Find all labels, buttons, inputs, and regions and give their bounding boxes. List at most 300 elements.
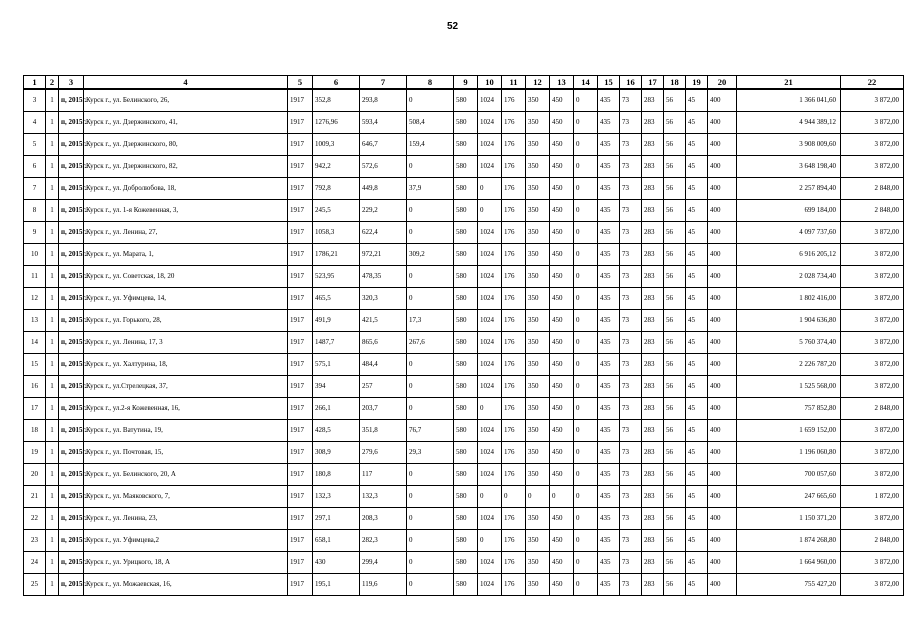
table-cell: 8 (24, 200, 46, 222)
table-cell: 350 (526, 200, 550, 222)
table-cell: 17 (24, 398, 46, 420)
table-cell: 176 (502, 200, 526, 222)
table-cell: 0 (574, 486, 598, 508)
table-cell: 283 (642, 112, 664, 134)
table-cell: 450 (550, 134, 574, 156)
table-cell: 1024 (478, 574, 502, 596)
table-cell: Курск г., ул.2-я Кожевенная, 16, (84, 398, 288, 420)
table-cell: 3 872,00 (841, 508, 904, 530)
table-cell: 56 (664, 134, 686, 156)
table-cell: 1487,7 (313, 332, 360, 354)
table-cell: п, 2015г. (59, 200, 84, 222)
table-cell: 73 (620, 574, 642, 596)
table-row (24, 89, 904, 112)
table-cell: п, 2015г. (59, 574, 84, 596)
table-cell: 1917 (288, 222, 313, 244)
table-cell: 400 (708, 310, 737, 332)
column-header: 4 (84, 76, 288, 90)
table-cell: п, 2015г. (59, 486, 84, 508)
table-cell: 45 (686, 134, 708, 156)
table-cell: 4 (24, 112, 46, 134)
table-cell: 1 664 960,00 (737, 552, 841, 574)
table-cell: 350 (526, 530, 550, 552)
table-cell: 176 (502, 288, 526, 310)
table-cell: 283 (642, 134, 664, 156)
table-cell: 508,4 (407, 112, 454, 134)
table-row (24, 442, 904, 464)
table-cell: 2 848,00 (841, 200, 904, 222)
table-cell: 176 (502, 442, 526, 464)
table-cell: п, 2015г. (59, 508, 84, 530)
table-cell: 3 872,00 (841, 288, 904, 310)
table-cell: п, 2015г. (59, 354, 84, 376)
table-cell: 1917 (288, 486, 313, 508)
table-cell: 593,4 (360, 112, 407, 134)
table-cell: 622,4 (360, 222, 407, 244)
table-cell: 0 (478, 486, 502, 508)
table-row (24, 156, 904, 178)
table-cell: 450 (550, 420, 574, 442)
table-cell: 0 (407, 222, 454, 244)
table-cell: 16 (24, 376, 46, 398)
table-cell: 1 (46, 398, 59, 420)
table-cell: п, 2015г. (59, 332, 84, 354)
table-cell: 352,8 (313, 89, 360, 112)
table-cell: 580 (454, 112, 478, 134)
table-cell: 1 (46, 288, 59, 310)
table-cell: 0 (407, 156, 454, 178)
table-cell: 283 (642, 508, 664, 530)
table-cell: 2 848,00 (841, 530, 904, 552)
table-cell: 10 (24, 244, 46, 266)
table-cell: 56 (664, 552, 686, 574)
table-cell: 580 (454, 508, 478, 530)
table-cell: 450 (550, 530, 574, 552)
table-cell: 450 (550, 310, 574, 332)
table-cell: 176 (502, 552, 526, 574)
table-cell: 117 (360, 464, 407, 486)
table-cell: 5 (24, 134, 46, 156)
table-cell: 0 (574, 574, 598, 596)
table-row (24, 420, 904, 442)
table-cell: Курск г., ул. Советская, 18, 20 (84, 266, 288, 288)
table-cell: п, 2015г. (59, 376, 84, 398)
table-cell: 0 (478, 178, 502, 200)
table-cell: 56 (664, 464, 686, 486)
table-cell: 13 (24, 310, 46, 332)
table-cell: 0 (574, 288, 598, 310)
column-header: 1 (24, 76, 46, 90)
table-cell: 0 (478, 530, 502, 552)
table-cell: 435 (598, 508, 620, 530)
table-cell: 283 (642, 552, 664, 574)
table-cell: 972,21 (360, 244, 407, 266)
table-cell: 56 (664, 310, 686, 332)
table-cell: 1917 (288, 574, 313, 596)
column-header: 5 (288, 76, 313, 90)
table-cell: 176 (502, 508, 526, 530)
table-cell: 435 (598, 89, 620, 112)
table-cell: 0 (574, 464, 598, 486)
table-cell: 350 (526, 178, 550, 200)
table-cell: 400 (708, 420, 737, 442)
table-cell: п, 2015г. (59, 530, 84, 552)
table-cell: 73 (620, 156, 642, 178)
table-cell: 400 (708, 134, 737, 156)
table-cell: 435 (598, 310, 620, 332)
table-cell: 283 (642, 244, 664, 266)
table-cell: 266,1 (313, 398, 360, 420)
table-cell: 19 (24, 442, 46, 464)
table-row (24, 398, 904, 420)
table-cell: 73 (620, 112, 642, 134)
table-cell: 73 (620, 530, 642, 552)
table-body (24, 89, 904, 596)
table-cell: 45 (686, 442, 708, 464)
table-cell: 792,8 (313, 178, 360, 200)
table-cell: 176 (502, 420, 526, 442)
table-cell: 45 (686, 376, 708, 398)
table-cell: 1917 (288, 464, 313, 486)
table-cell: 0 (574, 222, 598, 244)
table-cell: п, 2015г. (59, 420, 84, 442)
table-cell: п, 2015г. (59, 310, 84, 332)
table-cell: 45 (686, 178, 708, 200)
page-number: 52 (446, 21, 459, 32)
table-cell: 450 (550, 332, 574, 354)
table-cell: 1786,21 (313, 244, 360, 266)
table-cell: 45 (686, 464, 708, 486)
table-cell: 0 (407, 266, 454, 288)
table-cell: 400 (708, 442, 737, 464)
table-cell: 942,2 (313, 156, 360, 178)
table-cell: 0 (407, 288, 454, 310)
table-cell: 1 196 060,80 (737, 442, 841, 464)
table-cell: 450 (550, 464, 574, 486)
table-cell: 73 (620, 266, 642, 288)
table-cell: 0 (574, 89, 598, 112)
table-cell: 450 (550, 89, 574, 112)
table-cell: 73 (620, 486, 642, 508)
table-cell: 1917 (288, 89, 313, 112)
table-cell: 580 (454, 178, 478, 200)
table-cell: 73 (620, 134, 642, 156)
table-cell: 11 (24, 266, 46, 288)
table-cell: 400 (708, 200, 737, 222)
table-cell: п, 2015г. (59, 552, 84, 574)
table-cell: 1 (46, 354, 59, 376)
table-cell: 56 (664, 420, 686, 442)
table-cell: 283 (642, 332, 664, 354)
column-header: 12 (526, 76, 550, 90)
table-cell: 1024 (478, 310, 502, 332)
table-cell: 0 (407, 376, 454, 398)
table-cell: 320,3 (360, 288, 407, 310)
table-cell: 3 872,00 (841, 442, 904, 464)
table-cell: 580 (454, 288, 478, 310)
table-cell: 450 (550, 552, 574, 574)
table-cell: 4 097 737,60 (737, 222, 841, 244)
table-cell: 2 028 734,40 (737, 266, 841, 288)
table-row (24, 244, 904, 266)
table-cell: 400 (708, 288, 737, 310)
table-cell: 435 (598, 552, 620, 574)
table-cell: Курск г., ул. Марата, 1, (84, 244, 288, 266)
table-cell: 435 (598, 530, 620, 552)
table-cell: 176 (502, 222, 526, 244)
column-header: 11 (502, 76, 526, 90)
table-cell: 1024 (478, 354, 502, 376)
table-cell: п, 2015г. (59, 398, 84, 420)
table-cell: 1009,3 (313, 134, 360, 156)
table-cell: 119,6 (360, 574, 407, 596)
table-cell: 7 (24, 178, 46, 200)
table-cell: 56 (664, 442, 686, 464)
table-cell: 283 (642, 266, 664, 288)
table-cell: 56 (664, 178, 686, 200)
table-cell: 350 (526, 464, 550, 486)
table-cell: 1917 (288, 288, 313, 310)
table-cell: Курск г., ул. Дзержинского, 41, (84, 112, 288, 134)
table-row (24, 178, 904, 200)
table-cell: 73 (620, 178, 642, 200)
table-cell: 523,95 (313, 266, 360, 288)
column-header: 10 (478, 76, 502, 90)
table-cell: 400 (708, 398, 737, 420)
table-cell: 176 (502, 574, 526, 596)
table-cell: 400 (708, 332, 737, 354)
table-cell: Курск г., ул. Дзержинского, 80, (84, 134, 288, 156)
table-cell: 400 (708, 552, 737, 574)
table-cell: 757 852,80 (737, 398, 841, 420)
table-cell: 400 (708, 112, 737, 134)
table-cell: 1917 (288, 200, 313, 222)
table-cell: 450 (550, 398, 574, 420)
table-cell: 450 (550, 574, 574, 596)
table-cell: 2 257 894,40 (737, 178, 841, 200)
table-cell: 0 (574, 332, 598, 354)
table-cell: 73 (620, 508, 642, 530)
column-header: 21 (737, 76, 841, 90)
table-cell: 176 (502, 178, 526, 200)
table-cell: Курск г., ул. Можаевская, 16, (84, 574, 288, 596)
table-cell: 580 (454, 354, 478, 376)
table-cell: 350 (526, 310, 550, 332)
table-cell: 3 872,00 (841, 222, 904, 244)
table-cell: Курск г., ул. Ленина, 27, (84, 222, 288, 244)
table-cell: 1917 (288, 376, 313, 398)
table-cell: 1 (46, 552, 59, 574)
table-cell: 400 (708, 222, 737, 244)
table-cell: 1917 (288, 354, 313, 376)
table-cell: 580 (454, 332, 478, 354)
table-cell: 1024 (478, 222, 502, 244)
table-cell: 0 (574, 112, 598, 134)
table-cell: 279,6 (360, 442, 407, 464)
table-cell: 350 (526, 244, 550, 266)
table-cell: 0 (407, 464, 454, 486)
table-cell: п, 2015г. (59, 156, 84, 178)
table-cell: 3 872,00 (841, 156, 904, 178)
table-cell: 283 (642, 200, 664, 222)
table-cell: Курск г., ул. Ленина, 17, 3 (84, 332, 288, 354)
table-cell: 350 (526, 222, 550, 244)
table-cell: 56 (664, 222, 686, 244)
housing-register-table (23, 75, 904, 596)
table-cell: 1 802 416,00 (737, 288, 841, 310)
table-cell: 0 (574, 156, 598, 178)
table-cell: 428,5 (313, 420, 360, 442)
table-cell: 1024 (478, 552, 502, 574)
table-cell: 435 (598, 332, 620, 354)
table-cell: 450 (550, 244, 574, 266)
table-cell: 1 (46, 420, 59, 442)
table-cell: 3 872,00 (841, 244, 904, 266)
table-cell: 435 (598, 442, 620, 464)
table-cell: 0 (407, 200, 454, 222)
table-cell: 400 (708, 266, 737, 288)
table-cell: 0 (574, 134, 598, 156)
table-cell: 132,3 (360, 486, 407, 508)
table-cell: 0 (526, 486, 550, 508)
table-cell: п, 2015г. (59, 178, 84, 200)
table-cell: 1 (46, 266, 59, 288)
table-cell: 400 (708, 156, 737, 178)
table-cell: 400 (708, 486, 737, 508)
table-cell: 350 (526, 552, 550, 574)
table-cell: 1024 (478, 112, 502, 134)
table-cell: 17,3 (407, 310, 454, 332)
table-cell: 450 (550, 354, 574, 376)
table-cell: 45 (686, 486, 708, 508)
table-cell: 450 (550, 200, 574, 222)
table-cell: 1024 (478, 420, 502, 442)
table-cell: 73 (620, 552, 642, 574)
table-cell: Курск г., ул. Уфимцева,2 (84, 530, 288, 552)
table-cell: 1917 (288, 420, 313, 442)
table-cell: 0 (574, 310, 598, 332)
table-cell: 1917 (288, 552, 313, 574)
table-cell: 658,1 (313, 530, 360, 552)
table-cell: 646,7 (360, 134, 407, 156)
table-cell: 299,4 (360, 552, 407, 574)
table-cell: 1024 (478, 244, 502, 266)
table-row (24, 134, 904, 156)
table-cell: 247 665,60 (737, 486, 841, 508)
table-cell: 56 (664, 89, 686, 112)
table-cell: 3 872,00 (841, 552, 904, 574)
table-row (24, 288, 904, 310)
table-cell: 73 (620, 332, 642, 354)
table-cell: 45 (686, 508, 708, 530)
table-cell: 45 (686, 530, 708, 552)
table-cell: 1 (46, 332, 59, 354)
table-cell: Курск г., ул. Белинского, 20, А (84, 464, 288, 486)
table-cell: 0 (407, 530, 454, 552)
table-cell: 1917 (288, 244, 313, 266)
table-cell: 0 (407, 354, 454, 376)
column-header: 2 (46, 76, 59, 90)
table-cell: 283 (642, 574, 664, 596)
table-cell: 3 872,00 (841, 89, 904, 112)
table-cell: 699 184,00 (737, 200, 841, 222)
table-cell: 350 (526, 376, 550, 398)
table-cell: 293,8 (360, 89, 407, 112)
table-cell: 23 (24, 530, 46, 552)
table-cell: 435 (598, 354, 620, 376)
table-cell: 56 (664, 200, 686, 222)
table-cell: 580 (454, 310, 478, 332)
table-cell: 0 (407, 574, 454, 596)
table-cell: 484,4 (360, 354, 407, 376)
table-cell: 1 (46, 178, 59, 200)
table-cell: 0 (478, 200, 502, 222)
table-cell: 1276,96 (313, 112, 360, 134)
table-cell: 257 (360, 376, 407, 398)
column-header: 13 (550, 76, 574, 90)
table-cell: 73 (620, 200, 642, 222)
table-cell: 0 (574, 442, 598, 464)
table-cell: 29,3 (407, 442, 454, 464)
table-cell: 20 (24, 464, 46, 486)
column-header: 7 (360, 76, 407, 90)
table-row (24, 332, 904, 354)
table-cell: 400 (708, 178, 737, 200)
table-cell: 435 (598, 200, 620, 222)
table-cell: 580 (454, 420, 478, 442)
table-cell: п, 2015г. (59, 288, 84, 310)
table-cell: 1917 (288, 112, 313, 134)
table-cell: 1 366 041,60 (737, 89, 841, 112)
table-cell: 1 (46, 310, 59, 332)
table-cell: 0 (574, 530, 598, 552)
table-cell: 45 (686, 420, 708, 442)
table-cell: 56 (664, 354, 686, 376)
table-cell: 435 (598, 266, 620, 288)
table-cell: 0 (574, 508, 598, 530)
table-cell: 283 (642, 530, 664, 552)
table-cell: 24 (24, 552, 46, 574)
table-cell: 45 (686, 354, 708, 376)
table-cell: 0 (574, 178, 598, 200)
table-cell: 1 (46, 574, 59, 596)
table-cell: 0 (502, 486, 526, 508)
table-cell: 176 (502, 112, 526, 134)
table-cell: 0 (574, 266, 598, 288)
table-cell: 283 (642, 354, 664, 376)
table-cell: 580 (454, 89, 478, 112)
table-cell: 6 (24, 156, 46, 178)
table-cell: 700 057,60 (737, 464, 841, 486)
table-cell: 1 (46, 156, 59, 178)
table-cell: Курск г., ул. Белинского, 26, (84, 89, 288, 112)
table-cell: 580 (454, 574, 478, 596)
table-cell: 350 (526, 398, 550, 420)
table-cell: 176 (502, 376, 526, 398)
table-cell: 6 916 205,12 (737, 244, 841, 266)
table-cell: п, 2015г. (59, 464, 84, 486)
table-cell: 0 (407, 552, 454, 574)
table-cell: 22 (24, 508, 46, 530)
table-cell: 203,7 (360, 398, 407, 420)
table-cell: 176 (502, 332, 526, 354)
table-cell: 435 (598, 244, 620, 266)
table-cell: Курск г., ул. Урицкого, 18, А (84, 552, 288, 574)
table-row (24, 552, 904, 574)
table-cell: 450 (550, 222, 574, 244)
table-cell: 435 (598, 464, 620, 486)
table-cell: 450 (550, 288, 574, 310)
